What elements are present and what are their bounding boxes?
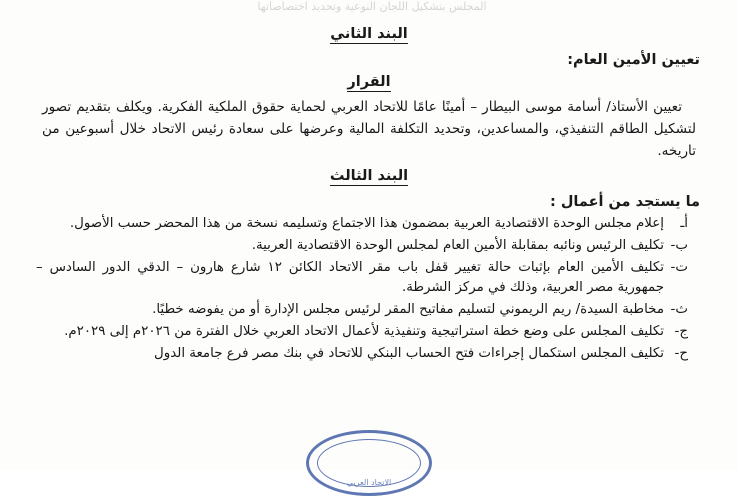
list-item-text: تكليف الرئيس ونائبه بمقابلة الأمين العام لمجلس الوحدة الاقتصادية العربية.	[251, 237, 664, 253]
page-top-area	[36, 0, 702, 20]
official-seal-stamp	[306, 430, 432, 496]
list-item-text: إعلام مجلس الوحدة الاقتصادية العربية بمضمون هذا الاجتماع وتسليمه نسخة من هذا المحضر حسب الأصول.	[69, 216, 664, 232]
list-item-marker: ح-	[674, 345, 688, 361]
list-item	[36, 344, 688, 365]
list-item	[36, 214, 688, 235]
section-two-heading	[36, 26, 702, 42]
list-item-marker: ب-	[670, 237, 688, 253]
section-three-heading	[36, 168, 702, 184]
seal-text: الاتحاد العربي	[346, 478, 392, 487]
list-item	[36, 258, 688, 300]
list-item	[36, 322, 688, 343]
list-item-marker: ج-	[674, 323, 688, 339]
list-item-text: مخاطبة السيدة/ ريم الريموني لتسليم مفاتيح المقر لرئيس مجلس الإدارة أو من يفوضه خطيًا.	[152, 302, 664, 318]
list-item-marker: ث-	[670, 302, 688, 318]
list-item-text: تكليف المجلس استكمال إجراءات فتح الحساب البنكي للاتحاد في بنك مصر فرع جامعة الدول	[154, 345, 664, 361]
section-three-heading-text: البند الثالث	[329, 168, 409, 185]
decision-body-paragraph: تعيين الأستاذ/ أسامة موسى البيطار – أمينًا عامًا للاتحاد العربي لحماية حقوق الملكية الفكرية. ويكلف بتقديم تصور لتشكيل الطاقم التنفيذي، والمساعدين، وتحديد التكلفة المالية وعرضها على سعادة رئيس الاتحاد خلال أسبوعين من تاريخه.	[42, 99, 696, 160]
decision-heading	[36, 74, 702, 90]
list-item-text: تكليف الأمين العام بإثبات حالة تغيير قفل باب مقر الاتحاد الكائن ١٢ شارع هارون – الدقي الدور السادس – جمهورية مصر العربية، وذلك في مركز الشرطة.	[36, 259, 664, 296]
list-item-marker: ت-	[670, 259, 688, 275]
list-item	[36, 236, 688, 257]
list-item	[36, 300, 688, 321]
decision-heading-text: القرار	[347, 74, 391, 90]
faint-cut-header-text: المجلس بتشكيل اللجان النوعية وتحديد اختصاصاتها	[257, 0, 487, 13]
agenda-item-list	[36, 214, 702, 364]
section-two-heading-text: البند الثاني	[330, 26, 408, 42]
section-two-subtitle: تعيين الأمين العام:	[567, 52, 700, 68]
list-item-marker: أـ	[680, 216, 688, 232]
section-three-subtitle: ما يستجد من أعمال :	[549, 194, 700, 211]
seal-inner-ring	[317, 439, 421, 487]
list-item-text: تكليف المجلس على وضع خطة استراتيجية وتنفيذية لأعمال الاتحاد العربي خلال الفترة من ٢٠٢٦م إلى ٢٠٢٩م.	[64, 323, 664, 339]
